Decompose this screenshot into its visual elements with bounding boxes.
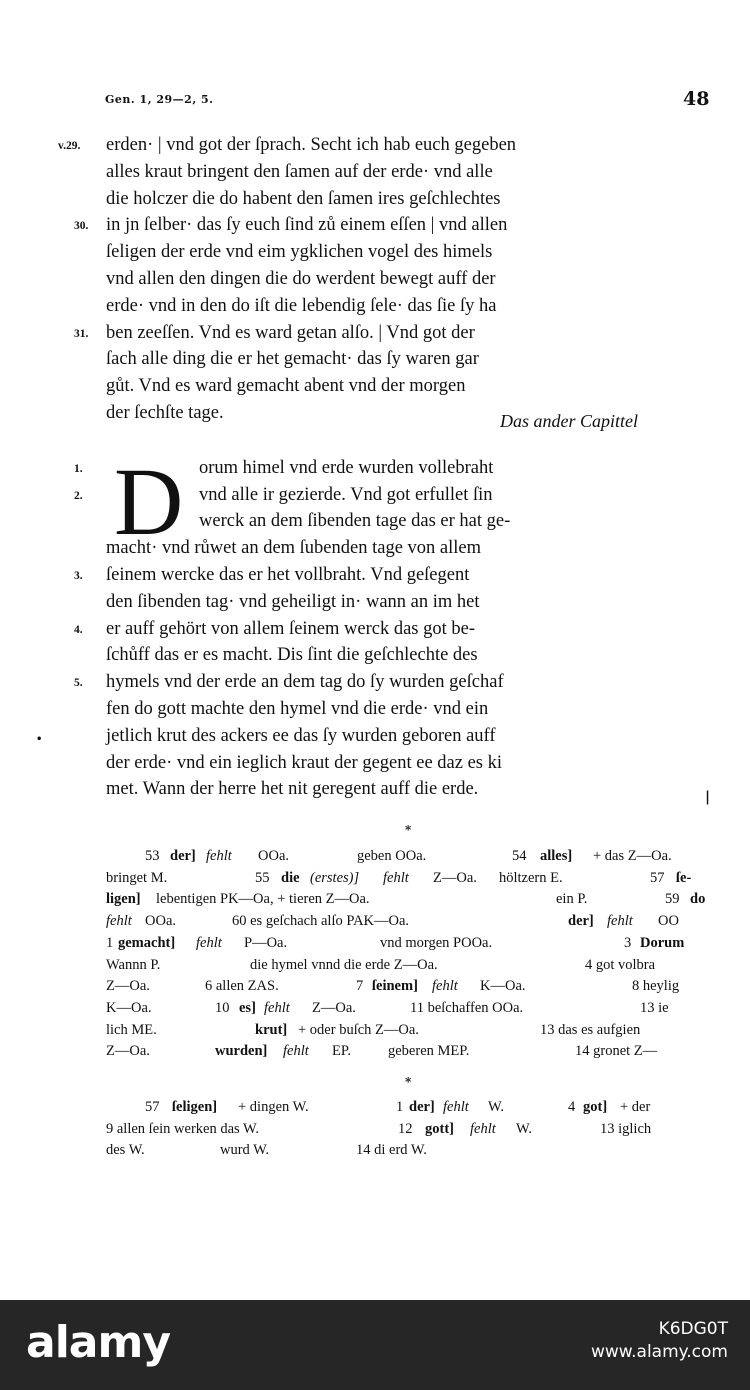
text-line: alles kraut bringent den ſamen auf der erde· vnd alle <box>106 161 493 182</box>
apparatus-entry: 55 <box>255 869 270 886</box>
text-line: erde· vnd in den do iſt die lebendig ſele· das ſie ſy ha <box>106 295 497 316</box>
apparatus-entry: 57 <box>145 1099 160 1115</box>
apparatus-entry: + der <box>620 1099 651 1115</box>
apparatus-entry: fehlt <box>283 1043 309 1060</box>
text-line: die holczer die do habent den ſamen ires geſchlechtes <box>106 188 501 209</box>
apparatus-entry: + das Z—Oa. <box>593 848 672 864</box>
apparatus-entry: fehlt <box>607 913 633 930</box>
apparatus-entry: lich ME. <box>106 1021 157 1038</box>
apparatus-entry: 57 <box>650 869 665 886</box>
apparatus-entry: fehlt <box>432 978 458 995</box>
apparatus-entry: 54 <box>512 848 527 864</box>
apparatus-entry: OOa. <box>145 913 177 930</box>
apparatus-entry: do <box>690 891 706 908</box>
apparatus-entry: gott] <box>425 1120 454 1137</box>
text-line: der ſechſte tage. <box>106 403 224 423</box>
stock-image-id: K6DG0T <box>658 1319 728 1339</box>
apparatus-entry: 59 <box>665 891 680 908</box>
apparatus-entry: K—Oa. <box>480 978 526 995</box>
text-line: in jn ſelber· das ſy euch ſind zů einem eſſen | vnd allen <box>106 215 508 236</box>
apparatus-entry: die <box>281 869 300 886</box>
apparatus-entry: der] <box>409 1099 435 1115</box>
running-header-reference: Gen. 1, 29—2, 5. <box>105 93 214 106</box>
apparatus-entry: 8 heylig <box>632 978 680 995</box>
apparatus-entry: 11 beſchaffen OOa. <box>410 999 524 1016</box>
apparatus-entry: 12 <box>398 1120 413 1137</box>
apparatus-entry: EP. <box>332 1043 351 1060</box>
apparatus-entry: lebentigen PK—Oa, + tieren Z—Oa. <box>156 891 370 908</box>
apparatus-entry: fehlt <box>106 913 132 930</box>
apparatus-entry: (erstes)] <box>310 869 360 886</box>
apparatus-entry: krut] <box>255 1021 288 1038</box>
apparatus-entry: 13 das es aufgien <box>540 1021 641 1038</box>
apparatus-entry: 3 <box>624 934 632 951</box>
margin-dot: • <box>36 734 43 745</box>
verse-number: 30. <box>74 220 89 233</box>
apparatus-entry: 1 <box>106 934 114 951</box>
apparatus-entry: geben OOa. <box>357 848 427 864</box>
chapter-heading: Das ander Capittel <box>500 411 638 431</box>
apparatus-entry: Z—Oa. <box>433 869 477 886</box>
apparatus-entry: + dingen W. <box>238 1099 309 1115</box>
apparatus-entry: wurden] <box>215 1043 268 1060</box>
apparatus-entry: der] <box>568 913 594 930</box>
apparatus-entry: OO <box>658 913 679 930</box>
apparatus-entry: 14 di erd W. <box>356 1142 427 1158</box>
text-line: hymels vnd der erde an dem tag do ſy wurden geſchaf <box>106 672 504 693</box>
apparatus-entry: geberen MEP. <box>388 1043 470 1060</box>
text-line: er auff gehört von allem ſeinem werck das got be- <box>106 618 476 639</box>
apparatus-separator: * <box>405 823 412 837</box>
apparatus-entry: 7 <box>356 978 364 995</box>
apparatus-entry: got] <box>583 1099 608 1115</box>
apparatus-entry: ſeligen] <box>172 1099 218 1115</box>
apparatus-entry: höltzern E. <box>499 869 563 886</box>
apparatus-entry: die hymel vnnd die erde Z—Oa. <box>250 956 438 973</box>
apparatus-entry: gemacht] <box>118 934 176 951</box>
verse-number: 3. <box>74 570 83 582</box>
text-line: ſchůff das er es macht. Dis ſint die geſchlechte des <box>106 645 478 666</box>
text-line: met. Wann der herre het nit geregent auff die erde. <box>106 779 479 800</box>
apparatus-entry: fehlt <box>443 1099 469 1115</box>
text-line: ben zeeſſen. Vnd es ward getan alſo. | Vnd got der <box>106 322 475 343</box>
apparatus-separator: * <box>405 1075 412 1089</box>
text-line: werck an dem ſibenden tage das er hat ge- <box>199 511 511 532</box>
text-line: jetlich krut des ackers ee das ſy wurden geboren auff <box>106 725 496 746</box>
apparatus-entry: bringet M. <box>106 869 168 886</box>
text-line: fen do gott machte den hymel vnd die erde· vnd ein <box>106 699 489 719</box>
verse-number: 1. <box>74 462 83 475</box>
text-line: ſach alle ding die er het gemacht· das ſy waren gar <box>106 349 479 370</box>
apparatus-entry: fehlt <box>264 999 290 1016</box>
page-number: 48 <box>683 88 710 110</box>
apparatus-entry: Z—Oa. <box>106 978 150 995</box>
apparatus-entry: ligen] <box>106 891 141 908</box>
apparatus-entry: 13 iglich <box>600 1120 652 1137</box>
apparatus-entry: 13 ie <box>640 999 669 1016</box>
text-line: gůt. Vnd es ward gemacht abent vnd der morgen <box>106 376 466 397</box>
apparatus-entry: wurd W. <box>220 1142 270 1158</box>
apparatus-entry: Wannn P. <box>106 956 161 973</box>
text-line: der erde· vnd ein ieglich kraut der gegent ee daz es ki <box>106 752 503 773</box>
stock-url: www.alamy.com <box>590 1342 728 1362</box>
apparatus-entry: 1 <box>396 1099 404 1115</box>
text-line: den ſibenden tag· vnd geheiligt in· wann an im het <box>106 591 480 612</box>
apparatus-entry: vnd morgen POOa. <box>380 934 493 951</box>
apparatus-entry: fehlt <box>383 869 409 886</box>
apparatus-entry: P—Oa. <box>244 934 288 951</box>
apparatus-entry: ſe- <box>676 869 692 886</box>
apparatus-entry: 10 <box>215 999 230 1016</box>
text-line: erden· | vnd got der ſprach. Secht ich hab euch gegeben <box>106 135 517 155</box>
apparatus-entry: K—Oa. <box>106 999 152 1016</box>
apparatus-entry: OOa. <box>258 848 290 864</box>
verse-number: 31. <box>74 327 89 340</box>
apparatus-entry: alles] <box>540 848 573 864</box>
apparatus-entry: der] <box>170 848 196 864</box>
text-line: orum himel vnd erde wurden vollebraht <box>199 457 494 478</box>
text-line: macht· vnd růwet an dem ſubenden tage von allem <box>106 538 482 559</box>
apparatus-entry: + oder buſch Z—Oa. <box>298 1021 419 1038</box>
apparatus-entry: Z—Oa. <box>312 999 356 1016</box>
margin-mark: | <box>705 789 711 805</box>
apparatus-entry: des W. <box>106 1142 145 1158</box>
apparatus-entry: fehlt <box>206 848 232 864</box>
verse-number: 5. <box>74 677 83 690</box>
apparatus-entry: 6 allen ZAS. <box>205 978 279 995</box>
apparatus-entry: 53 <box>145 848 160 864</box>
verse-number: 2. <box>74 489 83 502</box>
verse-number: v.29. <box>58 140 81 152</box>
apparatus-entry: Dorum <box>640 934 685 951</box>
text-line: vnd allen den dingen die do werdent bewegt auff der <box>106 269 496 289</box>
drop-cap-initial: D <box>114 448 184 555</box>
apparatus-entry: 9 allen ſein werken das W. <box>106 1120 260 1137</box>
text-line: ſeligen der erde vnd eim ygklichen vogel des himels <box>106 242 493 263</box>
apparatus-entry: W. <box>488 1099 504 1115</box>
verse-number: 4. <box>74 623 83 636</box>
text-line: ſeinem wercke das er het vollbraht. Vnd geſegent <box>106 565 470 585</box>
apparatus-entry: 14 gronet Z— <box>575 1043 658 1060</box>
apparatus-entry: 60 es geſchach alſo PAK—Oa. <box>232 913 410 930</box>
stock-logo: alamy <box>26 1317 170 1368</box>
apparatus-entry: ein P. <box>556 891 588 908</box>
apparatus-entry: W. <box>516 1120 532 1137</box>
apparatus-entry: fehlt <box>470 1120 496 1137</box>
text-line: vnd alle ir gezierde. Vnd got erfullet ſin <box>199 484 493 505</box>
apparatus-entry: es] <box>239 999 256 1016</box>
stock-image-info <box>591 1318 728 1364</box>
apparatus-entry: 4 <box>568 1099 576 1115</box>
apparatus-entry: ſeinem] <box>372 978 418 995</box>
apparatus-entry: Z—Oa. <box>106 1043 150 1060</box>
apparatus-entry: 4 got volbra <box>585 956 656 973</box>
apparatus-entry: fehlt <box>196 934 222 951</box>
